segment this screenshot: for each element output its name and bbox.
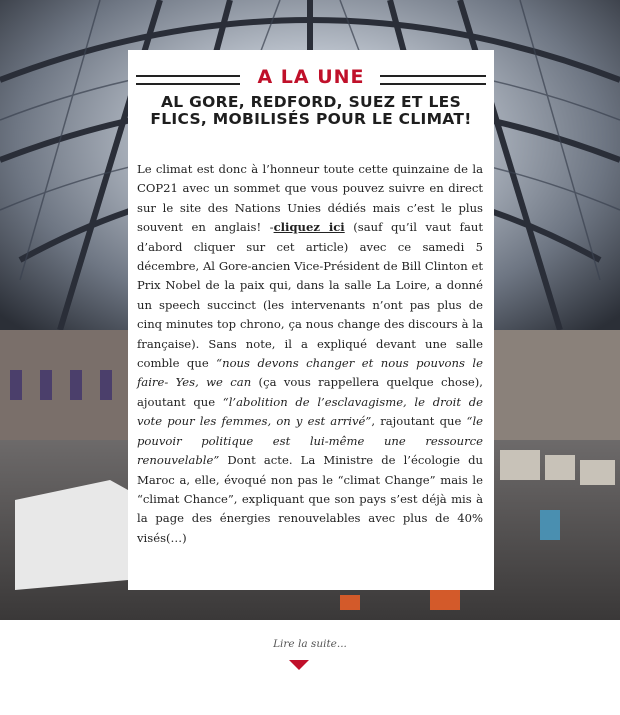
quote-3: “le pouvoir politique est lui-même une ressource renouvelable” xyxy=(137,414,484,468)
divider-right xyxy=(380,75,486,85)
quote-2: “l’abolition de l’esclavagisme, le droit de vote pour les femmes, on y est arrivé” xyxy=(137,394,483,429)
cliquez-ici-link[interactable]: cliquez ici xyxy=(273,220,345,235)
read-more-link[interactable]: Lire la suite... xyxy=(273,638,347,650)
article-body xyxy=(137,160,483,548)
chevron-down-icon[interactable] xyxy=(289,660,309,670)
rubric-header xyxy=(136,66,486,90)
body-text-5: Dont acte. La Ministre de l’écologie du Maroc a, elle, évoqué non pas le “climat Change” mais le “climat Chance”, expliquant que son pays s’est déjà mis à la page des énergies renouvelables avec plus de 40% visés(…) xyxy=(137,453,483,545)
quote-1: “nous devons changer et nous pouvons le faire- Yes, we can xyxy=(137,356,483,390)
divider-left xyxy=(136,75,240,85)
body-text-1: Le climat est donc à l’honneur toute cette quinzaine de la COP21 avec un sommet que vous pouvez suivre en direct sur le site des Nations Unies dédiés mais c’est le plus souvent en anglais! - xyxy=(137,162,483,235)
article-headline: AL GORE, REDFORD, SUEZ ET LES FLICS, MOBILISÉS POUR LE CLIMAT! xyxy=(150,93,472,128)
body-text-4: , rajoutant que xyxy=(371,414,467,429)
rubric-label: A LA UNE xyxy=(257,66,365,88)
article-card xyxy=(128,50,494,590)
body-text-3: (ça vous rappellera quelque chose), ajoutant que xyxy=(137,375,483,409)
body-text-2: (sauf qu’il vaut faut d’abord cliquer sur cet article) avec ce samedi 5 décembre, Al Gore-ancien Vice-Président de Bill Clinton et Prix Nobel de la paix qui, dans la salle La Loire, a donné un speech succinct (les intervenants n’ont pas plus de cinq minutes top chrono, ça nous change des discours à la française). Sans note, il a expliqué devant une salle comble que xyxy=(137,220,483,371)
